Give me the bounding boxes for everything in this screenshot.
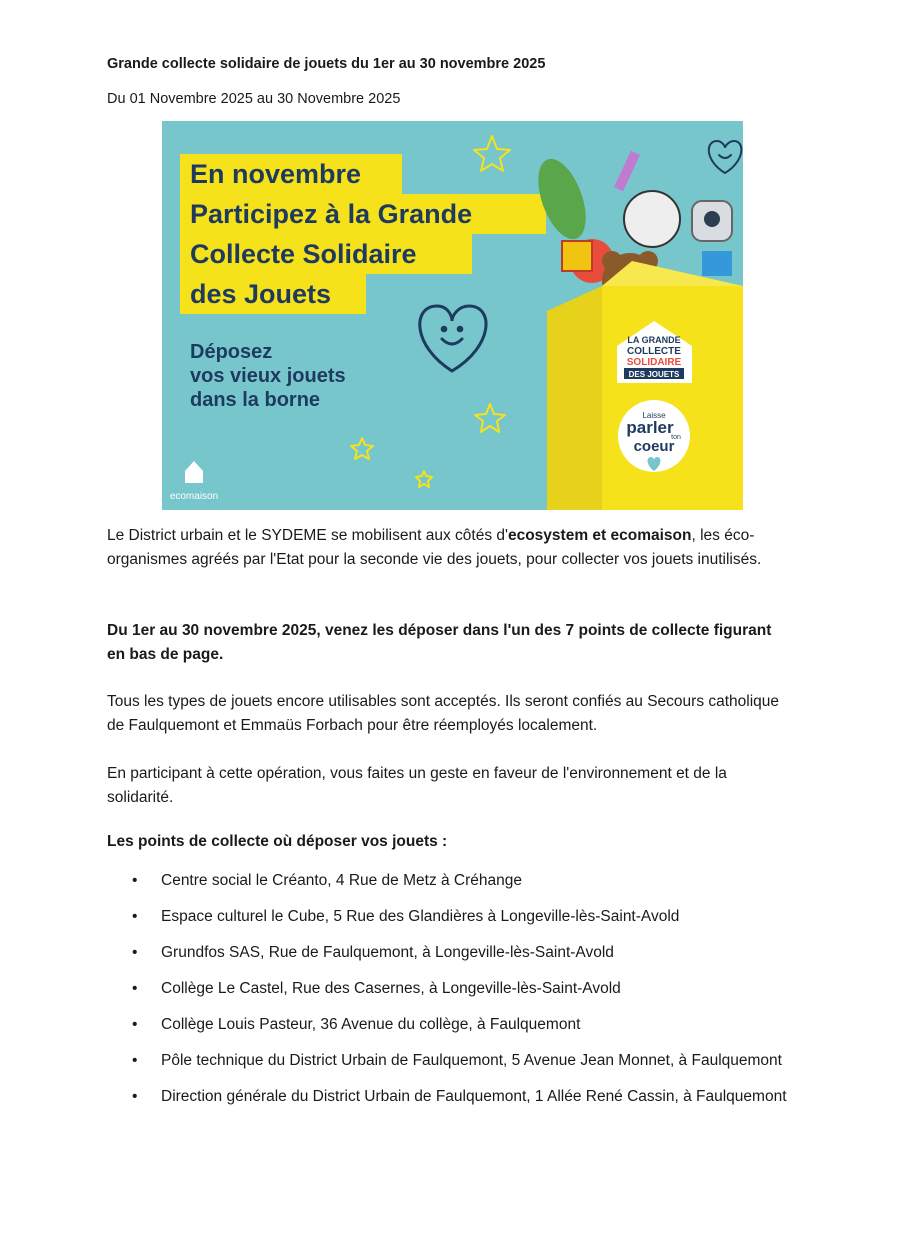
list-item [107, 1085, 787, 1109]
list-item [107, 977, 787, 1001]
headline-line-3: Collecte Solidaire [190, 239, 417, 269]
headline-line-2: Participez à la Grande [190, 199, 473, 229]
sub-line-2: vos vieux jouets [190, 365, 346, 387]
bullet-icon: • [132, 1052, 138, 1069]
list-item-text: Espace culturel le Cube, 5 Rue des Glandières à Longeville-lès-Saint-Avold [161, 908, 680, 925]
list-item-text: Pôle technique du District Urbain de Faulquemont, 5 Avenue Jean Monnet, à Faulquemont [161, 1052, 782, 1069]
list-item-text: Centre social le Créanto, 4 Rue de Metz à Créhange [161, 872, 523, 889]
collection-points-heading: Les points de collecte où déposer vos jouets : [107, 833, 448, 850]
bullet-icon: • [132, 1088, 138, 1105]
event-dates: Du 01 Novembre 2025 au 30 Novembre 2025 [107, 91, 401, 107]
sticker-line-1: Laisse [642, 411, 666, 420]
list-item [107, 1049, 787, 1073]
banner-svg [162, 121, 743, 510]
list-item [107, 869, 787, 893]
box-label-line-3: SOLIDAIRE [626, 357, 682, 368]
ball-toy [624, 191, 680, 247]
intro-text-end: , les éco-organismes agréés par l'Etat pour la seconde vie des jouets, pour collecter vos jouets inutilisés. [107, 527, 762, 568]
box-label-line-4: DES JOUETS [628, 370, 680, 379]
list-item-text: Direction générale du District Urbain de Faulquemont, 1 Allée René Cassin, à Faulquemont [161, 1088, 787, 1105]
box-label-line-1: LA GRANDE [627, 335, 681, 345]
list-item-text: Grundfos SAS, Rue de Faulquemont, à Longeville-lès-Saint-Avold [161, 944, 614, 961]
environment-paragraph: En participant à cette opération, vous faites un geste en faveur de l'environnement et de la solidarité. [107, 765, 727, 806]
intro-text-bold: ecosystem et ecomaison [507, 527, 692, 544]
bullet-icon: • [132, 872, 138, 889]
list-item [107, 941, 787, 965]
list-item [107, 905, 787, 929]
list-item-text: Collège Le Castel, Rue des Casernes, à Longeville-lès-Saint-Avold [161, 980, 621, 997]
sub-line-1: Déposez [190, 341, 273, 363]
box-label-line-2: COLLECTE [627, 346, 681, 357]
block-toy [562, 241, 592, 271]
intro-text-start: Le District urbain et le SYDEME se mobilisent aux côtés d' [107, 527, 508, 544]
collection-box [547, 261, 743, 510]
bullet-icon: • [132, 1016, 138, 1033]
bullet-icon: • [132, 908, 138, 925]
intro-paragraph [107, 524, 787, 572]
bullet-icon: • [132, 944, 138, 961]
bullet-icon: • [132, 980, 138, 997]
headline-line-4: des Jouets [190, 279, 332, 309]
list-item [107, 1013, 787, 1037]
page-title: Grande collecte solidaire de jouets du 1er au 30 novembre 2025 [107, 56, 546, 72]
sticker-line-2: parler [626, 418, 674, 437]
collection-points-list [107, 869, 787, 1121]
sub-line-3: dans la borne [190, 389, 321, 411]
collection-period-paragraph: Du 1er au 30 novembre 2025, venez les déposer dans l'un des 7 points de collecte figurant en bas de page. [107, 622, 772, 663]
banner-image [162, 121, 743, 510]
accepted-toys-paragraph: Tous les types de jouets encore utilisables sont acceptés. Ils seront confiés au Secours catholique de Faulquemont et Emmaüs Forbach pour être réemployés localement. [107, 693, 780, 734]
sticker-line-3: ton [671, 434, 681, 441]
headline-line-1: En novembre [190, 159, 362, 189]
list-item-text: Collège Louis Pasteur, 36 Avenue du collège, à Faulquemont [161, 1016, 581, 1033]
sticker-line-4: coeur [633, 438, 675, 455]
blue-toy [702, 251, 732, 276]
logo-text: ecomaison [169, 491, 219, 502]
